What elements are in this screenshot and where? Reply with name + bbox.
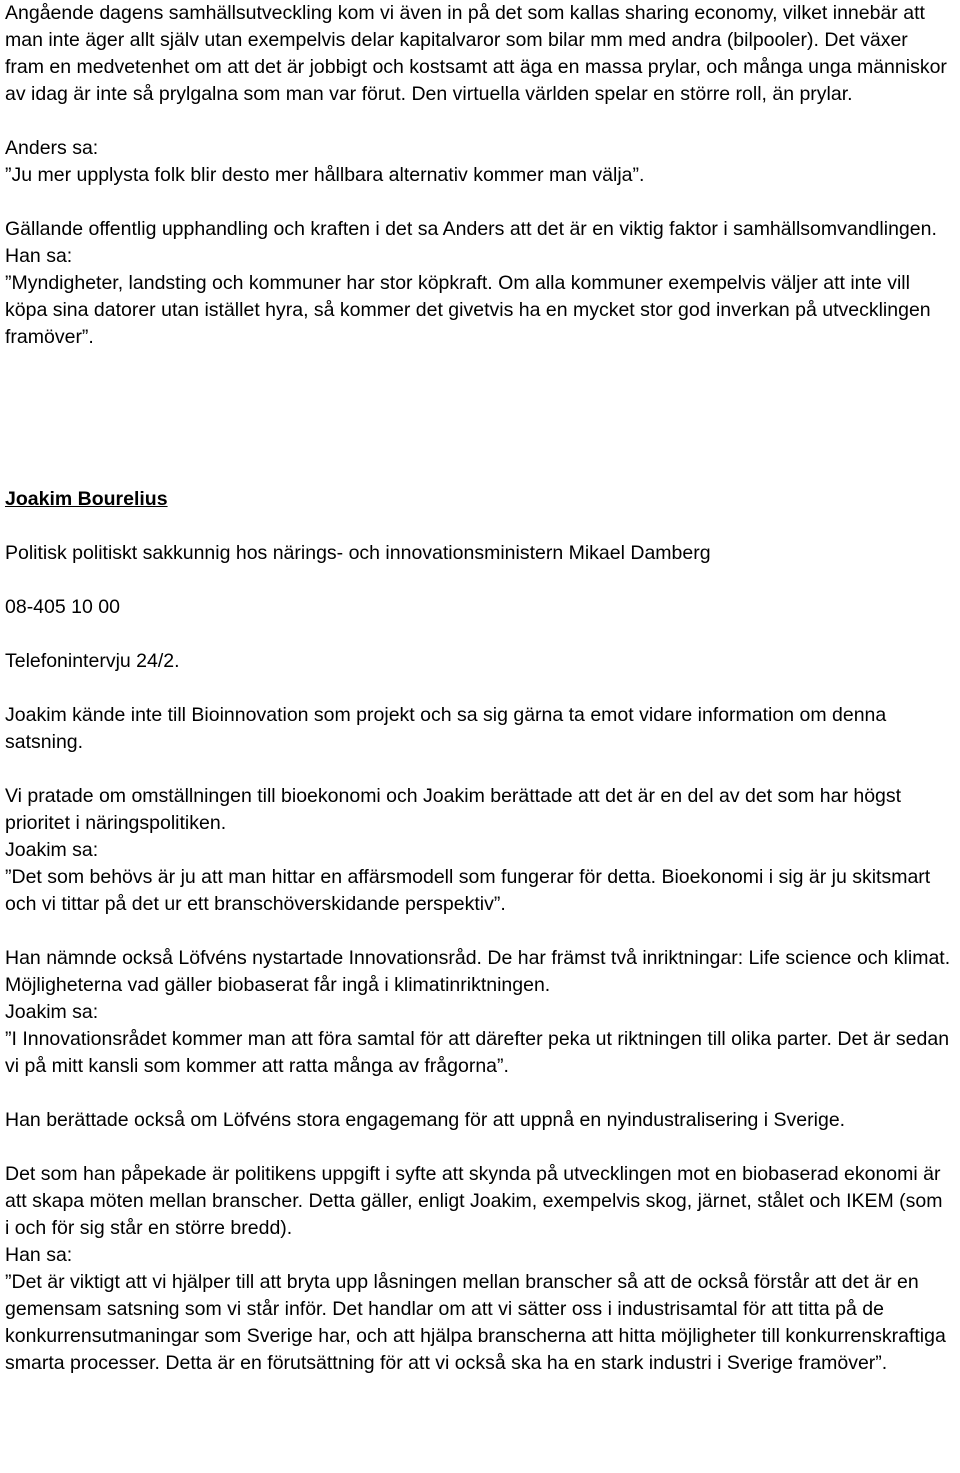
paragraph-sharing-economy: Angående dagens samhällsutveckling kom vi även in på det som kallas sharing economy, vilket innebär att man inte äger allt själv utan exempelvis delar kapitalvaror som bilar mm med andra (bilpooler). Det växer fram en medvetenhet om att det är jobbigt och kostsamt att äga en massa prylar, och många unga människor av idag är inte så prylgalna som man var förut. Den virtuella världen spelar en större roll, än prylar. (5, 2, 947, 105)
speaker-label: Joakim sa: (5, 839, 99, 861)
phone-number: 08-405 10 00 (5, 596, 120, 618)
person-title: Politisk politiskt sakkunnig hos närings- och innovationsministern Mikael Damberg (5, 542, 711, 564)
paragraph-bioeconomy: Vi pratade om omställningen till bioekonomi och Joakim berättade att det är en del av det som har högst prioritet i näringspolitiken. (5, 785, 902, 834)
spacer (5, 675, 952, 702)
speaker-label: Han sa: (5, 1244, 73, 1266)
paragraph-bioinnovation: Joakim kände inte till Bioinnovation som projekt och sa sig gärna ta emot vidare information om denna satsning. (5, 704, 887, 753)
person-heading: Joakim Bourelius (5, 488, 168, 510)
paragraph-procurement: Gällande offentlig upphandling och kraften i det sa Anders att det är en viktig faktor i samhällsomvandlingen. (5, 218, 937, 240)
quote: ”I Innovationsrådet kommer man att föra samtal för att därefter peka ut riktningen till olika parter. Det är sedan vi på mitt kansli som kommer att ratta många av frågorna”. (5, 1028, 950, 1077)
spacer (5, 756, 952, 783)
paragraph-innovation-council: Han nämnde också Löfvéns nystartade Innovationsråd. De har främst två inriktningar: Life science och klimat. Möjligheterna vad gäller biobaserat får ingå i klimatinriktningen. (5, 947, 951, 996)
paragraph-reindustrialization: Han berättade också om Löfvéns stora engagemang för att uppnå en nyindustralisering i Sverige. (5, 1109, 846, 1131)
interview-note: Telefonintervju 24/2. (5, 650, 180, 672)
speaker-label: Joakim sa: (5, 1001, 99, 1023)
paragraph-politics-role: Det som han påpekade är politikens uppgift i syfte att skynda på utvecklingen mot en biobaserad ekonomi är att skapa möten mellan branscher. Detta gäller, enligt Joakim, exempelvis skog, järnet, stålet och IKEM (som i och för sig står en större bredd). (5, 1163, 943, 1239)
spacer (5, 108, 952, 135)
spacer (5, 351, 952, 486)
spacer (5, 1134, 952, 1161)
spacer (5, 1080, 952, 1107)
quote: ”Det som behövs är ju att man hittar en affärsmodell som fungerar för detta. Bioekonomi i sig är ju skitsmart och vi tittar på det ur ett branschöverskidande perspektiv”. (5, 866, 931, 915)
quote: ”Ju mer upplysta folk blir desto mer hållbara alternativ kommer man välja”. (5, 164, 645, 186)
speaker-label: Anders sa: (5, 137, 99, 159)
spacer (5, 918, 952, 945)
speaker-label: Han sa: (5, 245, 73, 267)
spacer (5, 621, 952, 648)
quote: ”Det är viktigt att vi hjälper till att bryta upp låsningen mellan branscher så att de också förstår att det är en gemensam satsning som vi står inför. Det handlar om att vi sätter oss i industrisamtal för att titta på de konkurrensutmaningar som Sverige har, och att hjälpa branscherna att hitta möjligheter till konkurrenskraftiga smarta processer. Detta är en förutsättning för att vi också ska ha en stark industri i Sverige framöver”. (5, 1271, 946, 1374)
quote: ”Myndigheter, landsting och kommuner har stor köpkraft. Om alla kommuner exempelvis väljer att inte vill köpa sina datorer utan istället hyra, så kommer det givetvis ha en mycket stor god inverkan på utvecklingen framöver”. (5, 272, 931, 348)
spacer (5, 567, 952, 594)
spacer (5, 189, 952, 216)
spacer (5, 513, 952, 540)
